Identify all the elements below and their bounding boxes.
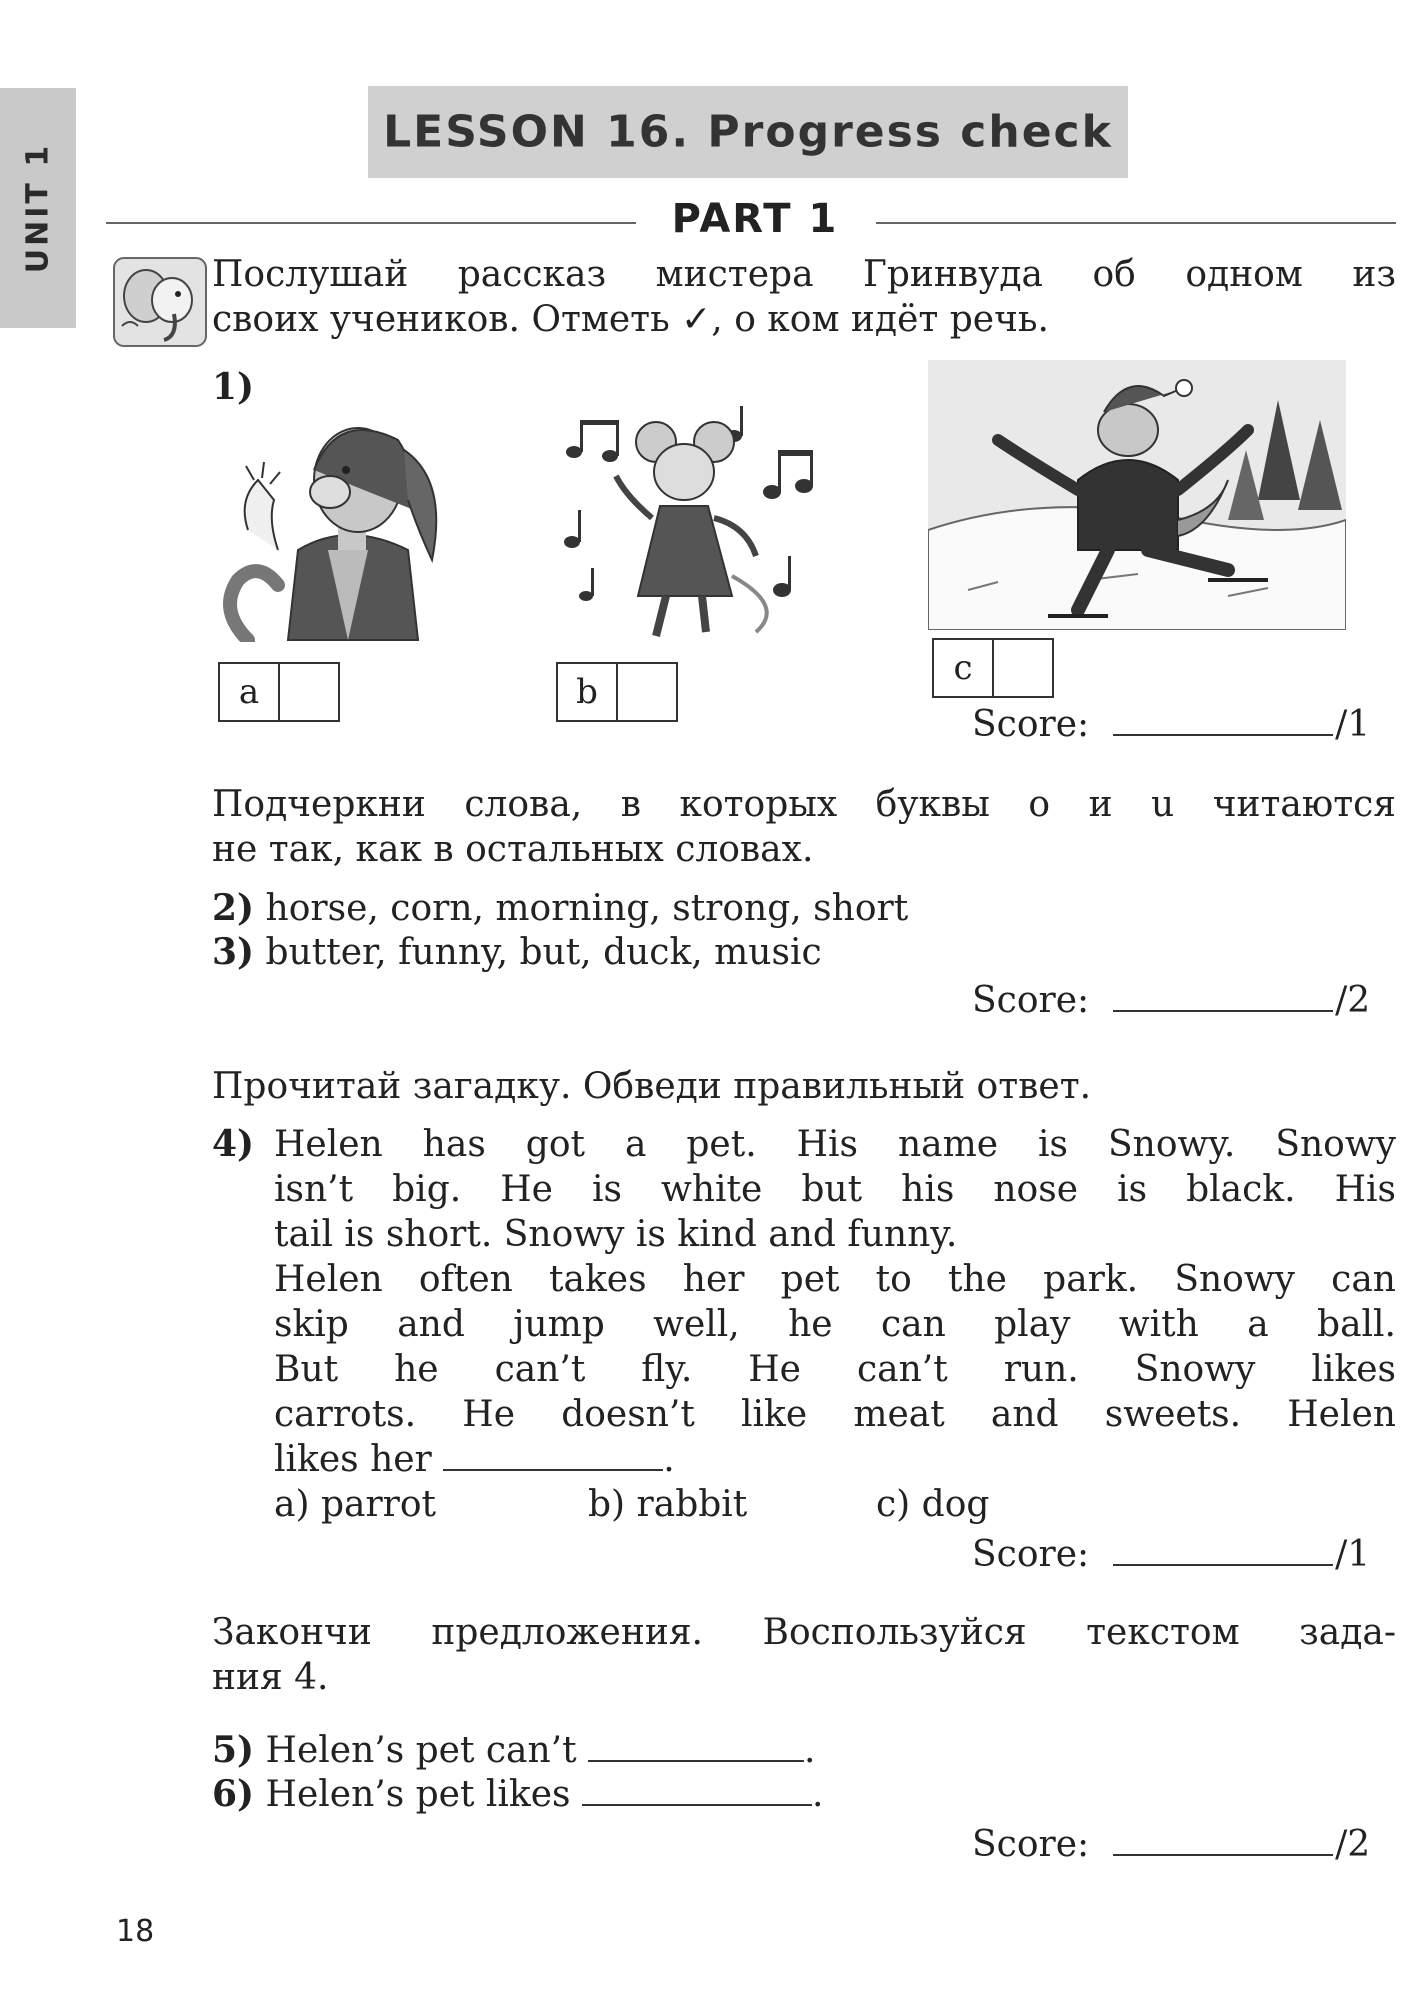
task4-item6-text: Helen’s pet likes	[265, 1774, 571, 1815]
task4-item5-text: Helen’s pet can’t	[265, 1730, 577, 1771]
answer-box-b-check[interactable]	[618, 664, 676, 720]
riddle-last-line: likes her	[274, 1439, 432, 1480]
answer-box-c-check[interactable]	[994, 640, 1052, 696]
task3-riddle	[274, 1122, 1396, 1482]
part-heading-rule-left	[106, 222, 636, 224]
lesson-title: LESSON 16. Progress check	[383, 106, 1113, 158]
task1-score-max: /1	[1335, 704, 1371, 745]
answer-box-b[interactable]	[556, 662, 678, 722]
riddle-line-1: Helen has got a pet. His name is Snowy. Snowy	[274, 1124, 1396, 1165]
task1-instruction-line2: своих учеников. Отметь ✓, о ком идёт речь.	[212, 299, 1049, 340]
task2-item3-number: 3)	[212, 931, 255, 973]
task1-instruction-line1: Послушай рассказ мистера Гринвуда об одном из	[212, 254, 1396, 295]
riddle-line-7: carrots. He doesn’t like meat and sweets. Helen	[274, 1394, 1396, 1435]
task2-item2	[212, 886, 908, 931]
task3-score-max: /1	[1335, 1534, 1371, 1575]
task3-score-label: Score:	[972, 1534, 1090, 1575]
task4-score-field[interactable]	[1113, 1828, 1333, 1856]
page-number: 18	[116, 1914, 155, 1949]
answer-box-a[interactable]	[218, 662, 340, 722]
riddle-line-8: likes her .	[274, 1439, 675, 1480]
task2-item2-number: 2)	[212, 887, 255, 929]
task3-score	[972, 1534, 1370, 1575]
task3-answer-a[interactable]: a) parrot	[274, 1484, 437, 1525]
task4-item5-number: 5)	[212, 1729, 255, 1771]
unit-tab-label: UNIT 1	[20, 142, 56, 274]
task1-score-label: Score:	[972, 704, 1090, 745]
riddle-line-5: skip and jump well, he can play with a ball.	[274, 1304, 1396, 1345]
answer-box-a-label: a	[220, 664, 280, 720]
answer-box-b-label: b	[558, 664, 618, 720]
unit-tab	[0, 88, 76, 328]
task4-instruction-line1: Закончи предложения. Воспользуйся текстом зада-	[212, 1612, 1396, 1653]
task3-score-field[interactable]	[1113, 1538, 1333, 1566]
task2-item3	[212, 930, 822, 975]
task2-score-field[interactable]	[1113, 984, 1333, 1012]
task4-score	[972, 1824, 1370, 1865]
task2-item3-words[interactable]: butter, funny, but, duck, music	[265, 932, 822, 973]
answer-box-c-label: c	[934, 640, 994, 696]
task4-item5: 5) Helen’s pet can’t .	[212, 1729, 816, 1771]
riddle-answer-blank[interactable]	[443, 1443, 663, 1471]
task4-item5-blank[interactable]	[588, 1734, 804, 1762]
task3-number: 4)	[212, 1123, 255, 1165]
answer-box-a-check[interactable]	[280, 664, 338, 720]
task2-item2-words[interactable]: horse, corn, morning, strong, short	[265, 888, 909, 929]
monkey-girl-illustration	[218, 410, 498, 642]
riddle-line-6: But he can’t fly. He can’t run. Snowy likes	[274, 1349, 1396, 1390]
listening-icon	[112, 256, 208, 348]
riddle-line-2: isn’t big. He is white but his nose is black. His	[274, 1169, 1396, 1210]
part-heading: PART 1	[671, 196, 839, 242]
task4-item6-blank[interactable]	[582, 1778, 812, 1806]
task1-score	[972, 704, 1370, 745]
riddle-line-3: tail is short. Snowy is kind and funny.	[274, 1214, 958, 1255]
task4-score-max: /2	[1335, 1824, 1371, 1865]
task2-score	[972, 980, 1370, 1021]
task4-item6: 6) Helen’s pet likes .	[212, 1773, 824, 1815]
task3-instruction: Прочитай загадку. Обведи правильный ответ.	[212, 1066, 1092, 1107]
riddle-line-4: Helen often takes her pet to the park. Snowy can	[274, 1259, 1396, 1300]
lesson-title-banner	[368, 86, 1128, 178]
task4-item6-number: 6)	[212, 1773, 255, 1815]
answer-box-c[interactable]	[932, 638, 1054, 698]
task2-instruction-line2: не так, как в остальных словах.	[212, 829, 814, 870]
task2-score-label: Score:	[972, 980, 1090, 1021]
task2-score-max: /2	[1335, 980, 1371, 1021]
task1-number: 1)	[212, 366, 255, 408]
task3-answer-c[interactable]: c) dog	[876, 1484, 990, 1525]
dancing-mouse-illustration	[556, 406, 818, 642]
part-heading-rule-right	[876, 222, 1396, 224]
task1-score-field[interactable]	[1113, 708, 1333, 736]
skating-fox-illustration	[928, 360, 1346, 630]
task4-score-label: Score:	[972, 1824, 1090, 1865]
task2-instruction-line1: Подчеркни слова, в которых буквы о и u читаются	[212, 784, 1396, 825]
task4-instruction-line2: ния 4.	[212, 1657, 329, 1698]
task3-answer-b[interactable]: b) rabbit	[588, 1484, 748, 1525]
